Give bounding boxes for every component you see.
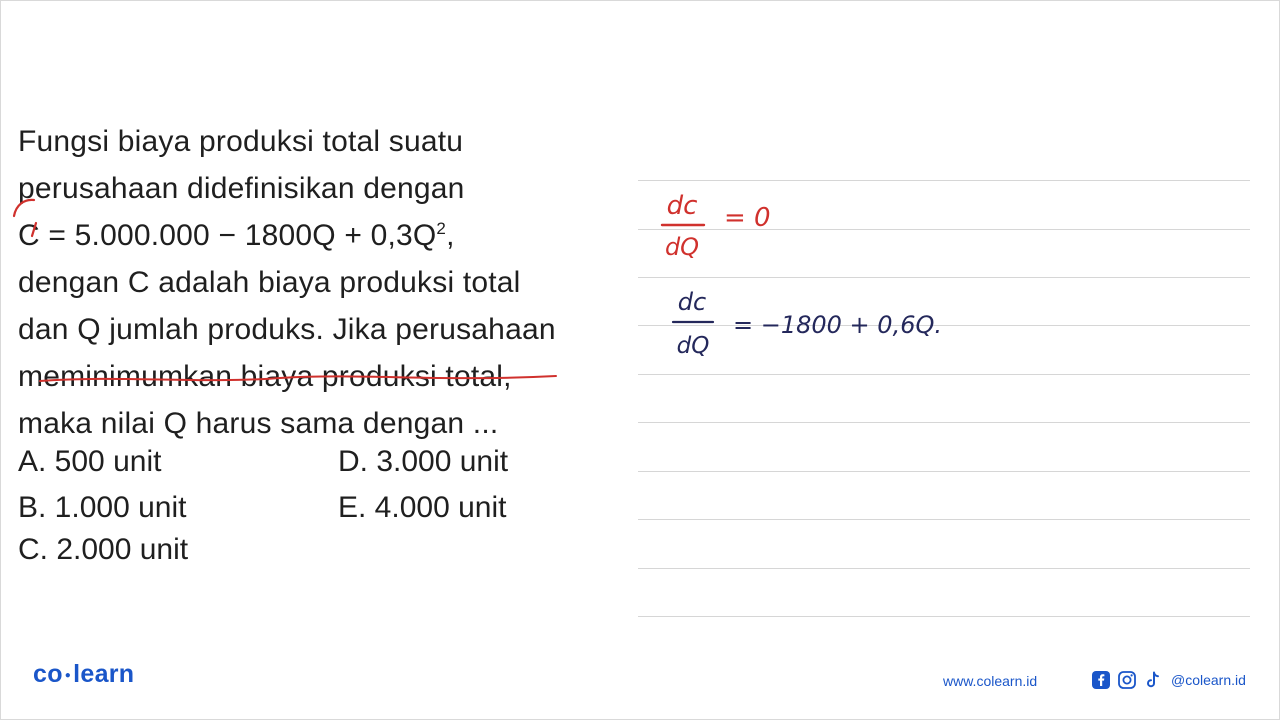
notebook-line bbox=[638, 374, 1250, 375]
question-line-6: meminimumkan biaya produksi total, bbox=[18, 360, 512, 393]
answer-options bbox=[18, 440, 618, 580]
tiktok-icon[interactable] bbox=[1143, 670, 1163, 690]
formula-tail: , bbox=[446, 219, 455, 252]
social-handle[interactable]: @colearn.id bbox=[1171, 672, 1246, 688]
hw-denominator-2: dQ bbox=[676, 333, 710, 359]
cost-formula: C = 5.000.000 − 1800Q + 0,3Q bbox=[18, 219, 437, 252]
colearn-logo bbox=[33, 660, 134, 689]
question-formula-line bbox=[18, 212, 618, 259]
formula-exponent: 2 bbox=[436, 219, 447, 238]
option-c[interactable]: C. 2.000 unit bbox=[18, 533, 189, 566]
notebook-line bbox=[638, 471, 1250, 472]
notebook-line bbox=[638, 519, 1250, 520]
question-line-5: dan Q jumlah produks. Jika perusahaan bbox=[18, 313, 556, 346]
question-line-7: maka nilai Q harus sama dengan ... bbox=[18, 407, 499, 440]
brand-dot: ● bbox=[64, 669, 72, 681]
option-e[interactable]: E. 4.000 unit bbox=[338, 491, 507, 524]
notebook-line bbox=[638, 180, 1250, 181]
hw-numerator-1: dc bbox=[666, 191, 698, 221]
option-b[interactable]: B. 1.000 unit bbox=[18, 491, 187, 524]
notebook-line bbox=[638, 568, 1250, 569]
question-line-4: dengan C adalah biaya produksi total bbox=[18, 266, 521, 299]
question-line-1: Fungsi biaya produksi total suatu bbox=[18, 125, 464, 158]
hw-numerator-2: dc bbox=[677, 288, 707, 316]
notebook-line bbox=[638, 616, 1250, 617]
option-d[interactable]: D. 3.000 unit bbox=[338, 445, 509, 478]
hw-denominator-1: dQ bbox=[664, 233, 700, 261]
option-a[interactable]: A. 500 unit bbox=[18, 445, 162, 478]
notebook-line bbox=[638, 229, 1250, 230]
hw-rhs-1: = 0 bbox=[724, 203, 771, 233]
hw-rhs-2: = −1800 + 0,6Q. bbox=[733, 311, 942, 339]
notebook-lines bbox=[638, 0, 1250, 720]
brand-co: co bbox=[33, 660, 63, 688]
notebook-line bbox=[638, 325, 1250, 326]
instagram-icon[interactable] bbox=[1117, 670, 1137, 690]
notebook-line bbox=[638, 277, 1250, 278]
facebook-icon[interactable] bbox=[1091, 670, 1111, 690]
social-bar bbox=[1091, 669, 1246, 691]
notebook-line bbox=[638, 422, 1250, 423]
question-line-2: perusahaan didefinisikan dengan bbox=[18, 172, 465, 205]
brand-learn: learn bbox=[73, 660, 135, 688]
question-text bbox=[18, 118, 618, 447]
website-link[interactable]: www.colearn.id bbox=[943, 673, 1038, 689]
